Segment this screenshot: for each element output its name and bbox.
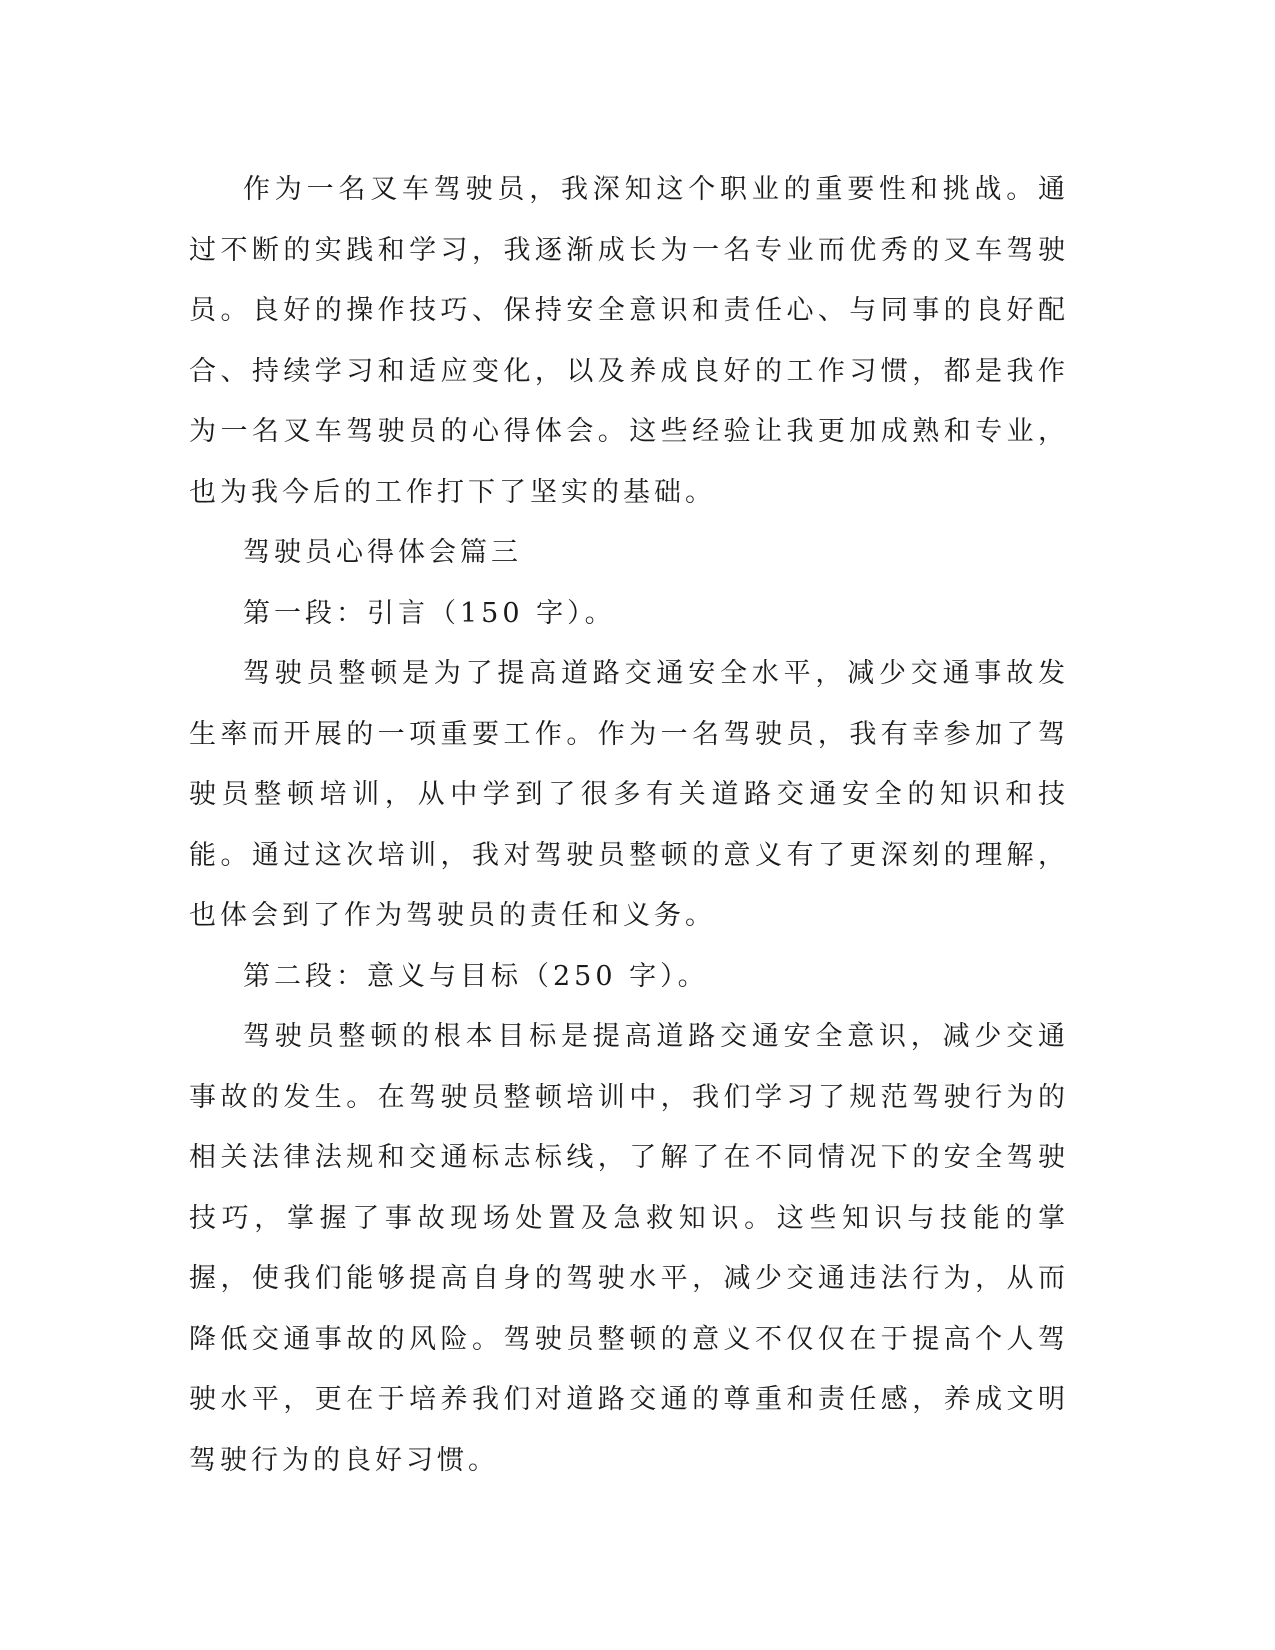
paragraph-introduction: 驾驶员整顿是为了提高道路交通安全水平，减少交通事故发生率而开展的一项重要工作。作为一名驾驶员，我有幸参加了驾驶员整顿培训，从中学到了很多有关道路交通安全的知识和技能。通过这次培训，我对驾驶员整顿的意义有了更深刻的理解，也体会到了作为驾驶员的责任和义务。 xyxy=(189,658,1069,931)
paragraph-meaning-goals: 驾驶员整顿的根本目标是提高道路交通安全意识，减少交通事故的发生。在驾驶员整顿培训中，我们学习了规范驾驶行为的相关法律法规和交通标志标线，了解了在不同情况下的安全驾驶技巧，掌握了事故现场处置及急救知识。这些知识与技能的掌握，使我们能够提高自身的驾驶水平，减少交通违法行为，从而降低交通事故的风险。驾驶员整顿的意义不仅仅在于提高个人驾驶水平，更在于培养我们对道路交通的尊重和责任感，养成文明驾驶行为的良好习惯。 xyxy=(189,1021,1069,1476)
section-heading-introduction: 第一段：引言（150 字）。 xyxy=(243,597,616,629)
paragraph-forklift-summary: 作为一名叉车驾驶员，我深知这个职业的重要性和挑战。通过不断的实践和学习，我逐渐成长为一名专业而优秀的叉车驾驶员。良好的操作技巧、保持安全意识和责任心、与同事的良好配合、持续学习和适应变化，以及养成良好的工作习惯，都是我作为一名叉车驾驶员的心得体会。这些经验让我更加成熟和专业，也为我今后的工作打下了坚实的基础。 xyxy=(189,174,1069,508)
document-page xyxy=(189,160,1069,1491)
section-heading-meaning-goals: 第二段：意义与目标（250 字）。 xyxy=(243,960,709,992)
section-title: 驾驶员心得体会篇三 xyxy=(243,537,522,568)
